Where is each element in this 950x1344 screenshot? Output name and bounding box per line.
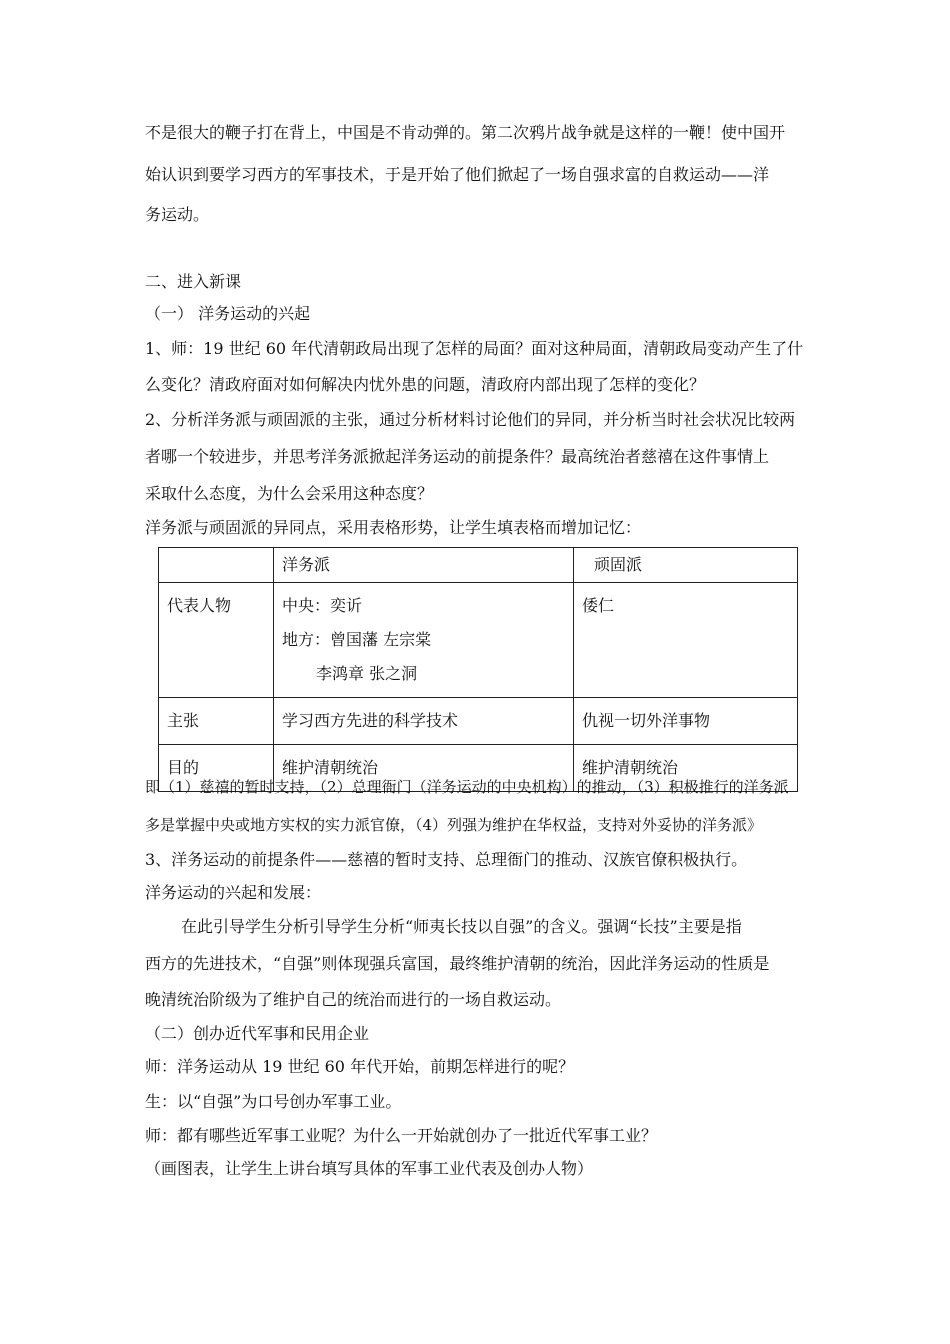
comparison-table <box>158 547 798 792</box>
teacher-question-2: 师：都有哪些近军事工业呢？为什么一开始就创办了一批近代军事工业？ <box>145 1126 658 1145</box>
intro-line-3: 务运动。 <box>145 205 210 224</box>
yangwu-local: 地方：曾国藩 左宗棠 <box>282 630 432 649</box>
section-heading: 二、进入新课 <box>145 272 242 291</box>
teacher-question-1: 师：洋务运动从 19 世纪 60 年代开始，前期怎样进行的呢？ <box>145 1057 575 1076</box>
table-row <box>159 583 798 698</box>
question-2-line-3: 采取什么态度，为什么会采用这种态度？ <box>145 484 434 503</box>
header-yangwu: 洋务派 <box>274 548 574 583</box>
analysis-line-2: 西方的先进技术，“自强”则体现强兵富国，最终维护清朝的统治，因此洋务运动的性质是 <box>145 954 770 973</box>
header-empty-cell <box>159 548 274 583</box>
student-answer: 生：以“自强”为口号创办军事工业。 <box>145 1092 402 1111</box>
intro-line-1: 不是很大的鞭子打在背上，中国是不肯动弹的。第二次鸦片战争就是这样的一鞭！使中国开 <box>145 123 786 142</box>
yangwu-cell <box>274 583 574 698</box>
conditions-line-2: 多是掌握中央或地方实权的实力派官僚，（4）列强为维护在华权益，支持对外妥协的洋务派》 <box>145 816 763 834</box>
intro-line-2: 始认识到要学习西方的军事技术，于是开始了他们掀起了一场自强求富的自救运动——洋 <box>145 165 770 184</box>
premise-line: 3、洋务运动的前提条件——慈禧的暂时支持、总理衙门的推动、汉族官僚积极执行。 <box>145 850 748 869</box>
question-2-line-1: 2、分析洋务派与顽固派的主张，通过分析材料讨论他们的异同，并分析当时社会状况比较两 <box>145 410 796 429</box>
row-label: 主张 <box>159 698 274 745</box>
question-1-line-1: 1、师：19 世纪 60 年代清朝政局出现了怎样的局面？面对这种局面，清朝政局变动产生了什 <box>145 339 804 358</box>
activity-note: （画图表，让学生上讲台填写具体的军事工业代表及创办人物） <box>145 1159 594 1178</box>
analysis-line-3: 晚清统治阶级为了维护自己的统治而进行的一场自救运动。 <box>145 990 562 1009</box>
wangu-cell: 维护清朝统治 <box>574 745 798 792</box>
conditions-line-1: 即（1）慈禧的暂时支持，（2）总理衙门（洋务运动的中央机构）的推动，（3）积极推行的洋务派 <box>145 778 789 796</box>
yangwu-cell: 学习西方先进的科学技术 <box>274 698 574 745</box>
subsection-heading-1: （一） 洋务运动的兴起 <box>145 304 311 323</box>
wangu-cell: 倭仁 <box>574 583 798 698</box>
header-wangu: 顽固派 <box>574 548 798 583</box>
row-label: 代表人物 <box>159 583 274 698</box>
table-row <box>159 698 798 745</box>
yangwu-local-cont: 李鸿章 张之洞 <box>316 664 418 683</box>
question-1-line-2: 么变化？清政府面对如何解决内忧外患的问题，清政府内部出现了怎样的变化？ <box>145 375 706 394</box>
table-intro: 洋务派与顽固派的异同点，采用表格形势，让学生填表格而增加记忆： <box>145 518 642 537</box>
analysis-line-1: 在此引导学生分析引导学生分析“师夷长技以自强”的含义。强调“长技”主要是指 <box>181 917 742 936</box>
subsection-heading-2: （二）创办近代军事和民用企业 <box>145 1024 370 1043</box>
yangwu-central: 中央：奕䜣 <box>282 596 363 615</box>
table-header-row <box>159 548 798 583</box>
rise-development-heading: 洋务运动的兴起和发展： <box>145 883 322 902</box>
wangu-cell: 仇视一切外洋事物 <box>574 698 798 745</box>
row-label: 目的 <box>159 745 274 792</box>
yangwu-cell: 维护清朝统治 <box>274 745 574 792</box>
question-2-line-2: 者哪一个较进步，并思考洋务派掀起洋务运动的前提条件？最高统治者慈禧在这件事情上 <box>145 447 770 466</box>
